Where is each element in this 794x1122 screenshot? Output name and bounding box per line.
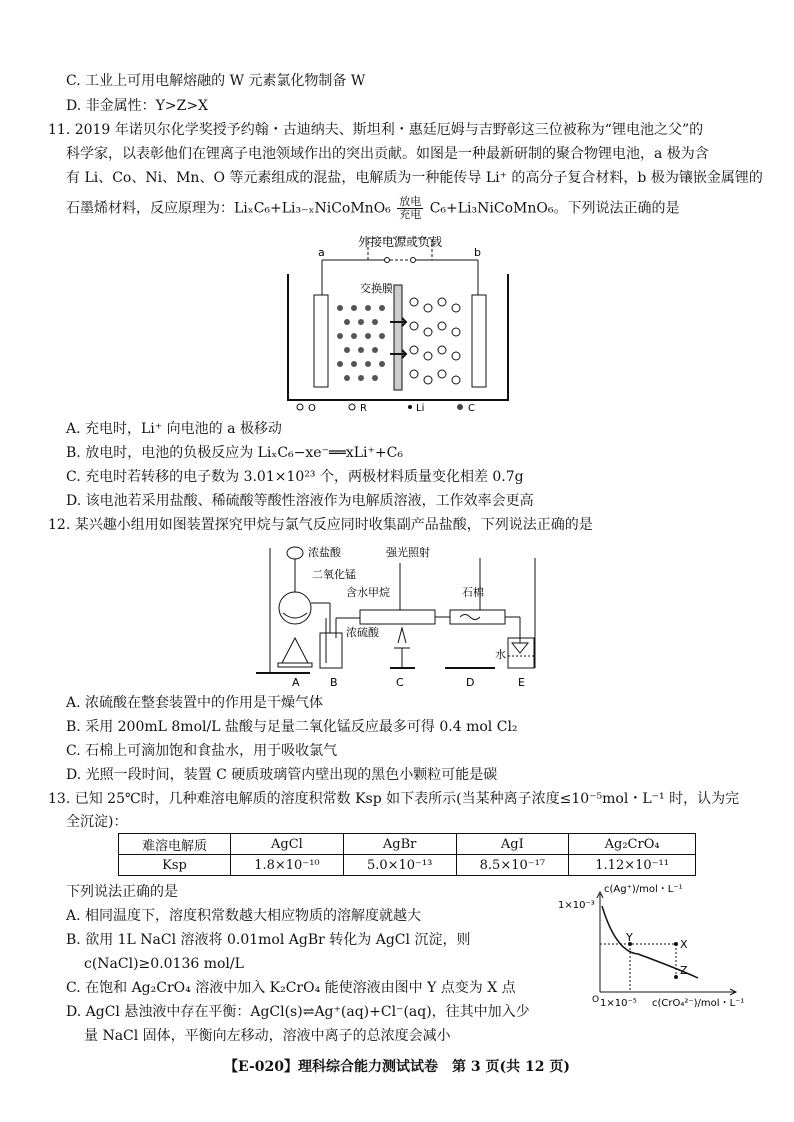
q13-option-a: A. 相同温度下，溶度积常数越大相应物质的溶解度就越大 xyxy=(66,908,422,924)
light-label: 强光照射 xyxy=(386,546,430,559)
asbestos-label: 石棉 xyxy=(462,586,484,599)
label-e: E xyxy=(518,676,525,688)
table-header-cell: 难溶电解质 xyxy=(119,834,231,855)
mno2-text: 二氧化锰 xyxy=(312,568,356,581)
table-cell: 5.0×10⁻¹³ xyxy=(343,855,456,876)
point-x-label: X xyxy=(680,938,688,951)
q13-stem-line2: 全沉淀)： xyxy=(66,814,128,830)
q12-option-c: C. 石棉上可滴加饱和食盐水，用于吸收氯气 xyxy=(66,743,338,759)
h2so4-label: 浓硫酸 xyxy=(346,626,379,639)
q11-option-a: A. 充电时，Li⁺ 向电池的 a 极移动 xyxy=(66,421,282,437)
electrode-a xyxy=(314,295,328,387)
label-c: C xyxy=(396,676,404,688)
legend-li: Li xyxy=(416,403,425,414)
left-particles xyxy=(337,305,385,381)
y-axis-label: c(Ag⁺)/mol・L⁻¹ xyxy=(604,884,683,895)
tube-d xyxy=(450,610,505,624)
legend-r: R xyxy=(360,403,367,414)
electrode-a-label: a xyxy=(318,246,325,259)
label-d: D xyxy=(466,676,475,688)
q13-option-c: C. 在饱和 Ag₂CrO₄ 溶液中加入 K₂CrO₄ 能使溶液由图中 Y 点变为 X 点 xyxy=(66,980,516,996)
mno2-label xyxy=(312,567,356,581)
hcl-label: 浓盐酸 xyxy=(308,546,341,559)
table-cell: 1.8×10⁻¹⁰ xyxy=(231,855,344,876)
q11-option-b: B. 放电时，电池的负极反应为 LiₓC₆−xe⁻══xLi⁺+C₆ xyxy=(66,445,403,461)
table-row xyxy=(119,855,696,876)
q11-stem-line4 xyxy=(66,196,679,221)
q13-stem-line1: 13. 已知 25℃时，几种难溶电解质的溶度积常数 Ksp 如下表所示(当某种离子浓度≤10⁻⁵mol・L⁻¹ 时，认为完 xyxy=(48,791,740,807)
q10-option-d: D. 非金属性：Y>Z>X xyxy=(66,98,209,114)
q11-stem-line3: 有 Li、Co、Ni、Mn、O 等元素组成的混盐，电解质为一种能传导 Li⁺ 的高分子复合材料，b 极为镶嵌金属锂的 xyxy=(66,170,763,186)
q13-option-d-line1: D. AgCl 悬浊液中存在平衡：AgCl(s)⇌Ag⁺(aq)+Cl⁻(aq)，往其中加入少 xyxy=(66,1004,530,1020)
q11-stem-line2: 科学家，以表彰他们在锂离子电池领域作出的突出贡献。如图是一种最新研制的聚合物锂电池，a 极为含 xyxy=(66,146,709,162)
exchange-membrane xyxy=(394,285,402,390)
q12-option-d: D. 光照一段时间，装置 C 硬质玻璃管内壁出现的黑色小颗粒可能是碳 xyxy=(66,767,498,783)
q11-equation-left: 石墨烯材料，反应原理为：LiₓC₆+Li₃₋ₓNiCoMnO₆ xyxy=(66,200,391,217)
electrode-b xyxy=(472,295,486,387)
point-y-label: Y xyxy=(626,931,633,944)
label-a: A xyxy=(292,676,300,688)
table-header-cell: AgI xyxy=(456,834,569,855)
table-cell: 1.12×10⁻¹¹ xyxy=(569,855,696,876)
label-b: B xyxy=(330,676,338,688)
origin-label: O xyxy=(592,995,600,1005)
x-axis-label: c(CrO₄²⁻)/mol・L⁻¹ xyxy=(652,998,745,1009)
point-z-label: Z xyxy=(680,964,688,977)
methane-label: 含水甲烷 xyxy=(346,586,390,599)
page-footer: 【E-020】理科综合能力测试试卷 第 3 页(共 12 页) xyxy=(224,1059,570,1075)
water-label: 水 xyxy=(495,648,506,661)
right-particles xyxy=(410,298,460,384)
q13-option-d-line2: 量 NaCl 固体，平衡向左移动，溶液中离子的总浓度会减小 xyxy=(84,1028,451,1044)
legend-o: O xyxy=(308,403,316,414)
solubility-graph xyxy=(556,882,760,1012)
q11-stem-line1: 11. 2019 年诺贝尔化学奖授予约翰・古迪纳夫、斯坦利・惠廷厄姆与吉野彰这三位被称为“锂电池之父”的 xyxy=(48,122,704,138)
discharge-label: 放电 xyxy=(399,195,422,208)
membrane-label: 交换膜 xyxy=(360,282,393,295)
point-z xyxy=(674,975,678,979)
q10-option-c: C. 工业上可用电解熔融的 W 元素氯化物制备 W xyxy=(66,73,366,89)
q13-question: 下列说法正确的是 xyxy=(66,884,178,900)
legend-c: C xyxy=(468,403,475,414)
q12-stem: 12. 某兴趣小组用如图装置探究甲烷与氯气反应同时收集副产品盐酸，下列说法正确的是 xyxy=(48,517,593,533)
ksp-table xyxy=(118,833,696,876)
q11-equation-right: C₆+Li₃NiCoMnO₆。下列说法正确的是 xyxy=(429,200,680,217)
q11-reaction-arrow xyxy=(397,196,423,221)
q13-option-b-line1: B. 欲用 1L NaCl 溶液将 0.01mol AgBr 转化为 AgCl 沉淀，则 xyxy=(66,932,471,948)
tube-c xyxy=(360,610,435,624)
external-load-label: 外接电源或负载 xyxy=(357,235,443,249)
table-row xyxy=(119,834,696,855)
table-row-label: Ksp xyxy=(119,855,231,876)
q13-option-b-line2: c(NaCl)≥0.0136 mol/L xyxy=(84,956,244,972)
table-header-cell: Ag₂CrO₄ xyxy=(569,834,696,855)
q12-option-b: B. 采用 200mL 8mol/L 盐酸与足量二氧化锰反应最多可得 0.4 mol Cl₂ xyxy=(66,719,518,735)
electrode-b-label: b xyxy=(474,246,481,259)
x-tick-label: 1×10⁻⁵ xyxy=(600,998,637,1009)
table-header-cell: AgCl xyxy=(231,834,344,855)
battery-diagram xyxy=(282,230,512,416)
q11-option-d: D. 该电池若采用盐酸、稀硫酸等酸性溶液作为电解质溶液，工作效率会更高 xyxy=(66,493,534,509)
bottle-b xyxy=(320,633,342,668)
q12-option-a: A. 浓硫酸在整套装置中的作用是干燥气体 xyxy=(66,695,324,711)
q11-option-c: C. 充电时若转移的电子数为 3.01×10²³ 个，两极材料质量变化相差 0.7g xyxy=(66,469,524,485)
apparatus-diagram xyxy=(250,538,550,688)
point-x xyxy=(674,942,678,946)
table-cell: 8.5×10⁻¹⁷ xyxy=(456,855,569,876)
table-header-cell: AgBr xyxy=(343,834,456,855)
y-tick-label: 1×10⁻³ xyxy=(558,900,595,911)
charge-label: 充电 xyxy=(399,208,422,221)
